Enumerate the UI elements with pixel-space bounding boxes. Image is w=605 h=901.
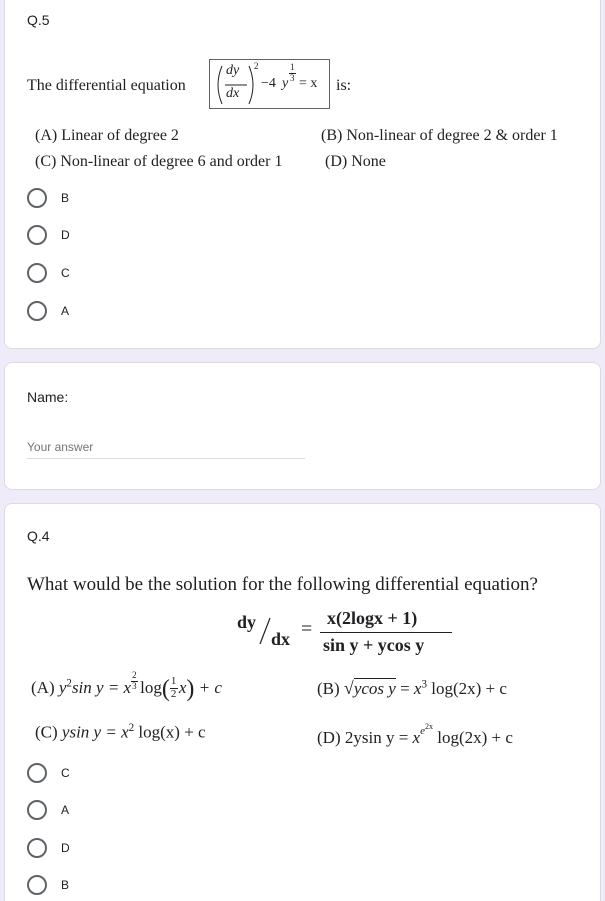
eq-equals: = <box>301 618 313 640</box>
radio-option-b[interactable] <box>27 874 69 896</box>
choice-b-tail: log(2x) + c <box>427 679 507 698</box>
choice-a-arg-x: x <box>178 678 187 697</box>
choice-b-text: (B) Non-linear of degree 2 & order 1 <box>321 127 558 144</box>
choice-a-arg-num: 1 <box>170 675 177 688</box>
radio-circle[interactable] <box>27 301 47 321</box>
choice-a-text: (A) Linear of degree 2 <box>35 127 179 144</box>
choice-d-prefix: (D) <box>317 728 345 747</box>
eq-rhs-denominator: sin y + ycos y <box>323 635 425 655</box>
choice-d-text <box>317 722 513 748</box>
radio-option-label: B <box>61 191 70 205</box>
choice-d-x: x <box>412 728 421 747</box>
choice-c-text: (C) Non-linear of degree 6 and order 1 <box>35 153 283 170</box>
radio-option-label: C <box>61 266 70 280</box>
choice-c-prefix: (C) <box>35 722 62 742</box>
choice-b-x: x <box>413 679 422 698</box>
choice-a-x-exp-num: 2 <box>132 670 137 680</box>
radio-option-b[interactable] <box>27 187 69 209</box>
choice-a-x: x <box>123 678 132 697</box>
choice-a-arg-den: 2 <box>170 688 177 701</box>
choice-d-x-exp-exp: 2x <box>424 722 433 731</box>
choice-a-y-exp: 2 <box>66 677 72 690</box>
radio-option-label: D <box>61 228 70 242</box>
choice-c-body: ysin y = <box>61 722 122 742</box>
radio-option-d[interactable] <box>27 224 70 246</box>
radio-option-d[interactable] <box>27 837 70 859</box>
question-stem-suffix: is: <box>336 77 352 94</box>
radio-circle[interactable] <box>27 838 47 858</box>
name-question-card <box>4 362 601 490</box>
choice-b-mid: = <box>395 679 414 698</box>
choice-b-text: (B) √ycos $y = x^3$ log(2x) + c <box>317 678 507 698</box>
radio-circle[interactable] <box>27 188 47 208</box>
eq-outer-exponent: 2 <box>254 61 259 71</box>
radio-option-c[interactable] <box>27 762 70 784</box>
radio-option-label: A <box>61 304 70 318</box>
eq-numerator: dy <box>226 63 240 78</box>
choice-a-y: y <box>58 678 67 697</box>
choice-a-sin: sin y = <box>71 678 124 697</box>
choice-a-tail: + c <box>194 678 222 697</box>
eq-denominator: dx <box>226 86 240 101</box>
eq-y: y <box>282 76 289 91</box>
question-card-q5 <box>4 0 601 349</box>
radio-option-c[interactable] <box>27 262 70 284</box>
equation-image <box>209 59 330 109</box>
radio-option-label: C <box>61 766 70 780</box>
choice-b-prefix: (B) <box>317 679 344 698</box>
radio-option-label: D <box>61 841 70 855</box>
name-label: Name: <box>27 389 69 405</box>
choice-c-tail: log(x) + c <box>134 722 206 742</box>
radio-option-a[interactable] <box>27 799 69 821</box>
radio-circle[interactable] <box>27 763 47 783</box>
question-stem-prefix: The differential equation <box>27 77 186 94</box>
eq-rhs: = x <box>299 76 318 91</box>
eq-lhs-denominator: dx <box>271 629 291 649</box>
choice-d-text: (D) None <box>325 153 386 170</box>
radio-option-label: B <box>61 878 70 892</box>
choice-a-x-exp-den: 3 <box>132 681 137 691</box>
question-number: Q.5 <box>27 12 50 28</box>
choice-a-prefix: (A) <box>31 678 59 697</box>
eq-exp-den: 3 <box>290 73 295 83</box>
name-input[interactable] <box>27 435 305 459</box>
radio-circle[interactable] <box>27 225 47 245</box>
question-number: Q.4 <box>27 528 50 544</box>
choice-d-body: 2ysin y = <box>344 728 413 747</box>
radio-option-label: A <box>61 803 70 817</box>
choice-c-text <box>35 722 206 743</box>
choice-c-x: x <box>121 722 129 742</box>
eq-middle-term: −4 <box>261 76 276 91</box>
choice-d-x-exp-base: e <box>420 725 425 737</box>
radio-circle[interactable] <box>27 263 47 283</box>
choice-c-x-exp: 2 <box>128 722 135 734</box>
radio-option-a[interactable] <box>27 300 69 322</box>
question-stem: What would be the solution for the following differential equation? <box>27 574 538 595</box>
choice-d-tail: log(2x) + c <box>432 728 513 747</box>
choice-a-text: (A) $y^2\sin$ y = x $\frac{2}{3}$ log( $\frac{1}{2}$ x) + c <box>31 670 222 702</box>
choice-b-x-exp: 3 <box>421 678 427 691</box>
eq-exp-num: 1 <box>290 62 295 72</box>
radio-circle[interactable] <box>27 800 47 820</box>
radio-circle[interactable] <box>27 875 47 895</box>
choice-b-sqrt: ycos y <box>353 679 396 698</box>
eq-rhs-numerator: x(2logx + 1) <box>327 608 418 628</box>
question-card-q4 <box>4 503 601 901</box>
eq-lhs-numerator: dy <box>237 612 257 632</box>
choice-a-log: log <box>140 678 162 697</box>
